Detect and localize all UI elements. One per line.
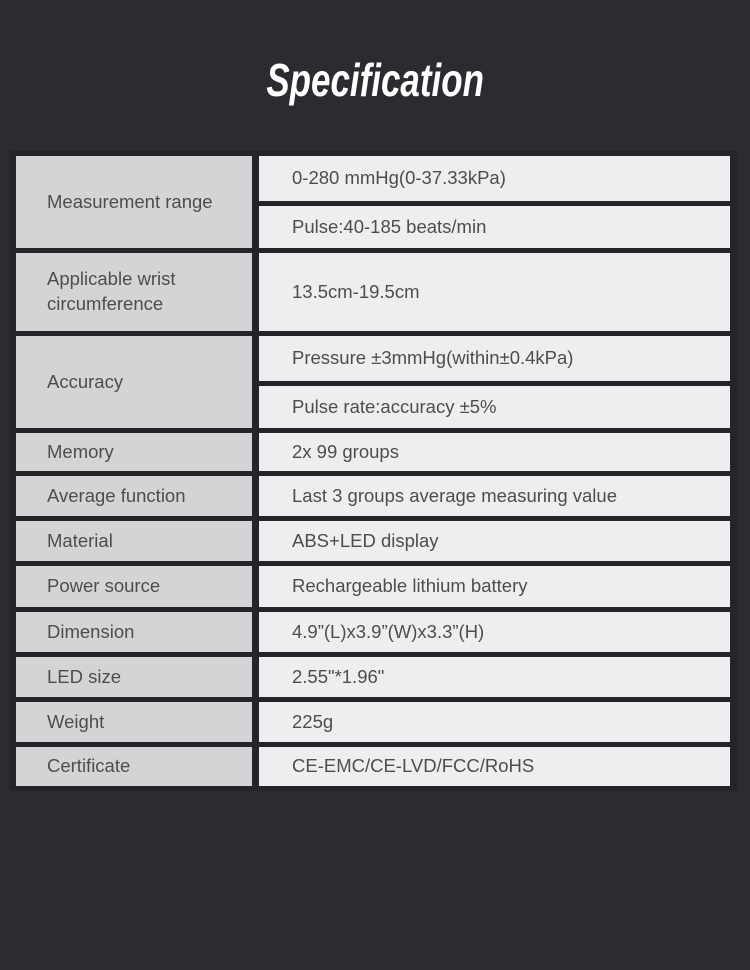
table-row <box>16 521 730 561</box>
spec-label-wrist-circumference: Applicable wrist circumference <box>16 253 252 331</box>
table-row <box>16 657 730 697</box>
spec-value-accuracy-2: Pulse rate:accuracy ±5% <box>259 386 730 428</box>
spec-value-memory: 2x 99 groups <box>259 433 730 471</box>
spec-label-certificate: Certificate <box>16 747 252 786</box>
spec-label-average-function: Average function <box>16 476 252 516</box>
spec-value-led-size: 2.55"*1.96" <box>259 657 730 697</box>
table-row <box>16 433 730 471</box>
table-row <box>16 702 730 742</box>
spec-label-accuracy: Accuracy <box>16 336 252 428</box>
spec-value-wrist-circumference: 13.5cm-19.5cm <box>259 253 730 331</box>
specification-page <box>0 52 750 970</box>
spec-label-weight: Weight <box>16 702 252 742</box>
table-row <box>16 566 730 607</box>
spec-value-measurement-range-2: Pulse:40-185 beats/min <box>259 206 730 248</box>
spec-label-power-source: Power source <box>16 566 252 607</box>
spec-label-measurement-range: Measurement range <box>16 156 252 248</box>
table-row <box>16 156 730 201</box>
table-row <box>16 476 730 516</box>
table-row <box>16 747 730 786</box>
spec-label-material: Material <box>16 521 252 561</box>
spec-value-measurement-range-1: 0-280 mmHg(0-37.33kPa) <box>259 156 730 201</box>
spec-table <box>9 151 737 791</box>
page-title <box>0 52 750 108</box>
spec-value-dimension: 4.9”(L)x3.9”(W)x3.3”(H) <box>259 612 730 652</box>
spec-label-dimension: Dimension <box>16 612 252 652</box>
spec-value-weight: 225g <box>259 702 730 742</box>
spec-label-led-size: LED size <box>16 657 252 697</box>
spec-value-average-function: Last 3 groups average measuring value <box>259 476 730 516</box>
table-row <box>16 612 730 652</box>
spec-value-certificate: CE-EMC/CE-LVD/FCC/RoHS <box>259 747 730 786</box>
page-title-text: Specification <box>266 54 484 106</box>
spec-value-power-source: Rechargeable lithium battery <box>259 566 730 607</box>
table-row <box>16 253 730 331</box>
table-row <box>16 336 730 381</box>
spec-label-memory: Memory <box>16 433 252 471</box>
spec-value-accuracy-1: Pressure ±3mmHg(within±0.4kPa) <box>259 336 730 381</box>
spec-value-material: ABS+LED display <box>259 521 730 561</box>
